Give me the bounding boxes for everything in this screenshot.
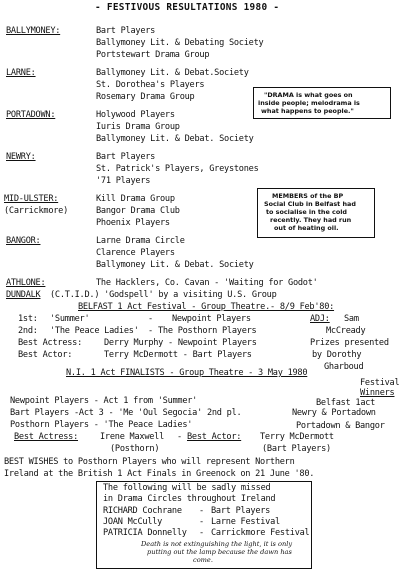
venue-label-portadown: PORTADOWN: <box>6 110 56 120</box>
finalist-winner: Newry & Portadown <box>292 408 376 418</box>
venue-line: Ballymoney Lit. & Debat. Society <box>96 260 254 270</box>
memorial-group: Larne Festival <box>211 517 280 527</box>
quote-line: MEMBERS of the BP <box>272 192 344 200</box>
quote-line: recently. They had run <box>270 216 352 224</box>
venue-label-dundalk: DUNDALK <box>6 290 41 300</box>
award-label: Best Actor: <box>18 350 73 360</box>
result-group: Newpoint Players <box>172 314 251 324</box>
finalist-line: Newpoint Players - Act 1 from 'Summer' <box>10 396 198 406</box>
result-play: 'Summer' <box>50 314 90 324</box>
venue-line: Ballymoney Lit. & Debat. Society <box>96 134 254 144</box>
page-title: - FESTIVOUS RESULTATIONS 1980 - <box>95 2 280 13</box>
ni-dash: - <box>177 432 182 442</box>
venue-line: St. Patrick's Players, Greystones <box>96 164 259 174</box>
adj-name: Sam <box>344 314 359 324</box>
result-group: The Posthorn Players <box>158 326 257 336</box>
quote-line: what happens to people." <box>261 107 354 115</box>
result-play: 'The Peace Ladies' <box>50 326 139 336</box>
venue-line: Bart Players <box>96 152 156 162</box>
memorial-intro: in Drama Circles throughout Ireland <box>103 494 276 504</box>
ni-best-actor-group: (Bart Players) <box>262 444 331 454</box>
venue-line: Bangor Drama Club <box>96 206 180 216</box>
ni-finalists-heading: N.I. 1 Act FINALISTS - Group Theatre - 3 May 1980 <box>66 368 308 378</box>
award-value: Terry McDermott - Bart Players <box>104 350 252 360</box>
prizes-line: Prizes presented <box>310 338 389 348</box>
adj-name-2: McCready <box>326 326 366 336</box>
venue-line: Larne Drama Circle <box>96 236 185 246</box>
venue-label-mid-ulster: MID-ULSTER: <box>4 194 59 204</box>
quote-line: Social Club in Belfast had <box>264 200 356 208</box>
venue-line: St. Dorothea's Players <box>96 80 205 90</box>
memorial-name: RICHARD Cochrane <box>103 506 182 516</box>
result-label: 1st: <box>18 314 38 324</box>
memorial-name: PATRICIA Donnelly <box>103 528 187 538</box>
ni-best-actress-label: Best Actress: <box>14 432 79 442</box>
memorial-dash: - <box>199 506 204 516</box>
prizes-line: by Dorothy <box>312 350 362 360</box>
quote-box-bp-club <box>257 188 375 238</box>
venue-line: Phoenix Players <box>96 218 170 228</box>
memorial-dash: - <box>199 528 204 538</box>
venue-line: Kill Drama Group <box>96 194 175 204</box>
adj-label: ADJ: <box>310 314 330 324</box>
prizes-line: Gharboud <box>324 362 364 372</box>
venue-line: Rosemary Drama Group <box>96 92 195 102</box>
festival-winners-label: Festival <box>360 378 400 388</box>
quote-line: out of heating oil. <box>274 224 339 232</box>
quote-box-drama <box>253 87 391 119</box>
finalist-winner: Portadown & Bangor <box>296 421 385 431</box>
memorial-quote: come. <box>193 556 213 564</box>
venue-label-bangor: BANGOR: <box>6 236 41 246</box>
quote-line: inside people; melodrama is <box>258 99 360 107</box>
venue-label-newry: NEWRY: <box>6 152 36 162</box>
ni-best-actor-name: Terry McDermott <box>260 432 334 442</box>
venue-line: '71 Players <box>96 176 151 186</box>
belfast-heading: BELFAST 1 Act Festival - Group Theatre.- 8/9 Feb'80: <box>78 302 335 312</box>
finalist-line: Bart Players -Act 3 - 'Me 'Oul Segocia' 2nd pl. <box>10 408 242 418</box>
ni-best-actress-name: Irene Maxwell <box>100 432 165 442</box>
finalist-winner: Belfast 1act <box>316 398 376 408</box>
venue-line: The Hacklers, Co. Cavan - 'Waiting for Godot' <box>96 278 318 288</box>
memorial-box <box>96 481 312 569</box>
memorial-name: JOAN McCully <box>103 517 163 527</box>
venue-label-larne: LARNE: <box>6 68 36 78</box>
memorial-quote: Death is not extinguishing the light, it is only <box>141 540 293 548</box>
memorial-group: Bart Players <box>211 506 271 516</box>
venue-line: (C.T.I.D.) 'Godspell' by a visiting U.S. Group <box>50 290 277 300</box>
venue-label-ballymoney: BALLYMONEY: <box>6 26 61 36</box>
venue-line: Iuris Drama Group <box>96 122 180 132</box>
venue-line: Holywood Players <box>96 110 175 120</box>
venue-sublabel-carrickmore: (Carrickmore) <box>4 206 69 216</box>
venue-line: Portstewart Drama Group <box>96 50 210 60</box>
memorial-group: Carrickmore Festival <box>211 528 310 538</box>
venue-label-athlone: ATHLONE: <box>6 278 46 288</box>
memorial-quote: putting out the lamp because the dawn has <box>147 548 292 556</box>
festival-winners-label: Winners <box>360 388 395 398</box>
quote-line: to socialise in the cold <box>266 208 347 216</box>
result-dash: - <box>148 326 153 336</box>
venue-line: Ballymoney Lit. & Debating Society <box>96 38 264 48</box>
award-label: Best Actress: <box>18 338 83 348</box>
memorial-intro: The following will be sadly missed <box>103 483 271 493</box>
quote-line: "DRAMA is what goes on <box>264 91 353 99</box>
result-label: 2nd: <box>18 326 38 336</box>
ni-best-actress-group: (Posthorn) <box>110 444 160 454</box>
best-wishes-line: BEST WISHES to Posthorn Players who will represent Northern <box>4 457 295 467</box>
venue-line: Clarence Players <box>96 248 175 258</box>
award-value: Derry Murphy - Newpoint Players <box>104 338 257 348</box>
venue-line: Ballymoney Lit. & Debat.Society <box>96 68 249 78</box>
memorial-dash: - <box>199 517 204 527</box>
result-dash: - <box>148 314 153 324</box>
finalist-line: Posthorn Players - 'The Peace Ladies' <box>10 420 193 430</box>
best-wishes-line: Ireland at the British 1 Act Finals in Greenock on 21 June '80. <box>4 469 315 479</box>
ni-best-actor-label: Best Actor: <box>187 432 242 442</box>
venue-line: Bart Players <box>96 26 156 36</box>
